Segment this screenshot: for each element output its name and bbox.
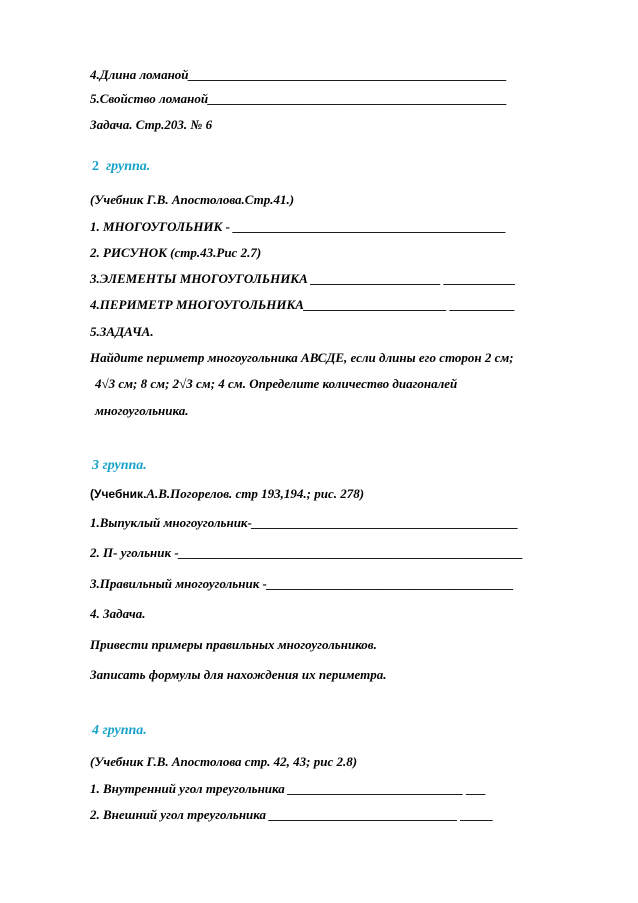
group2-item-figure: 2. РИСУНОК (стр.43.Рис 2.7) <box>90 245 262 260</box>
group3-item-task: 4. Задача. <box>90 606 146 621</box>
group2-item-perimeter: 4.ПЕРИМЕТР МНОГОУГОЛЬНИКА______________________ __________ <box>90 297 516 312</box>
group3-heading: 3 группа. <box>92 458 147 473</box>
group3-source-rest: А.В.Погорелов. стр 193,194.; рис. 278) <box>146 486 365 501</box>
group3-item-n-gon: 2. П- угольник -_____________________________________________________ <box>90 545 524 560</box>
group2-heading-number: 2 <box>92 159 99 174</box>
group2-item-elements: 3.ЭЛЕМЕНТЫ МНОГОУГОЛЬНИКА ____________________ ___________ <box>90 271 516 286</box>
group4-heading: 4 группа. <box>92 723 147 738</box>
group3-item-regular: 3.Правильный многоугольник -______________________________________ <box>90 576 514 591</box>
group2-source: (Учебник Г.В. Апостолова.Стр.41.) <box>90 192 295 207</box>
group1-item-length: 4.Длина ломаной_________________________________________________ <box>90 67 508 82</box>
group3-source-prefix: (Учебник. <box>90 487 147 501</box>
group1-item-property: 5.Свойство ломаной______________________________________________ <box>90 91 508 106</box>
group2-heading-word: группа. <box>106 159 151 174</box>
group2-item-task: 5.ЗАДАЧА. <box>90 324 154 339</box>
group4-item-exterior-angle: 2. Внешний угол треугольника _____________________________ _____ <box>90 807 494 822</box>
group3-source <box>90 486 364 502</box>
group2-problem-line-3: многоугольника. <box>95 403 189 418</box>
group3-task-line-1: Привести примеры правильных многоугольников. <box>90 637 377 652</box>
group3-item-convex: 1.Выпуклый многоугольник-_________________________________________ <box>90 515 519 530</box>
group4-source: (Учебник Г.В. Апостолова стр. 42, 43; рис 2.8) <box>90 754 358 769</box>
group2-heading <box>92 158 150 176</box>
group1-task: Задача. Стр.203. № 6 <box>90 117 213 132</box>
group4-item-interior-angle: 1. Внутренний угол треугольника ___________________________ ___ <box>90 781 487 796</box>
group3-task-line-2: Записать формулы для нахождения их периметра. <box>90 667 387 682</box>
group2-problem-line-2: 4√3 см; 8 см; 2√3 см; 4 см. Определите количество диагоналей <box>95 376 458 391</box>
group2-item-polygon: 1. МНОГОУГОЛЬНИК - __________________________________________ <box>90 219 507 234</box>
group2-problem-line-1: Найдите периметр многоугольника АВСДЕ, если длины его сторон 2 см; <box>90 350 514 365</box>
